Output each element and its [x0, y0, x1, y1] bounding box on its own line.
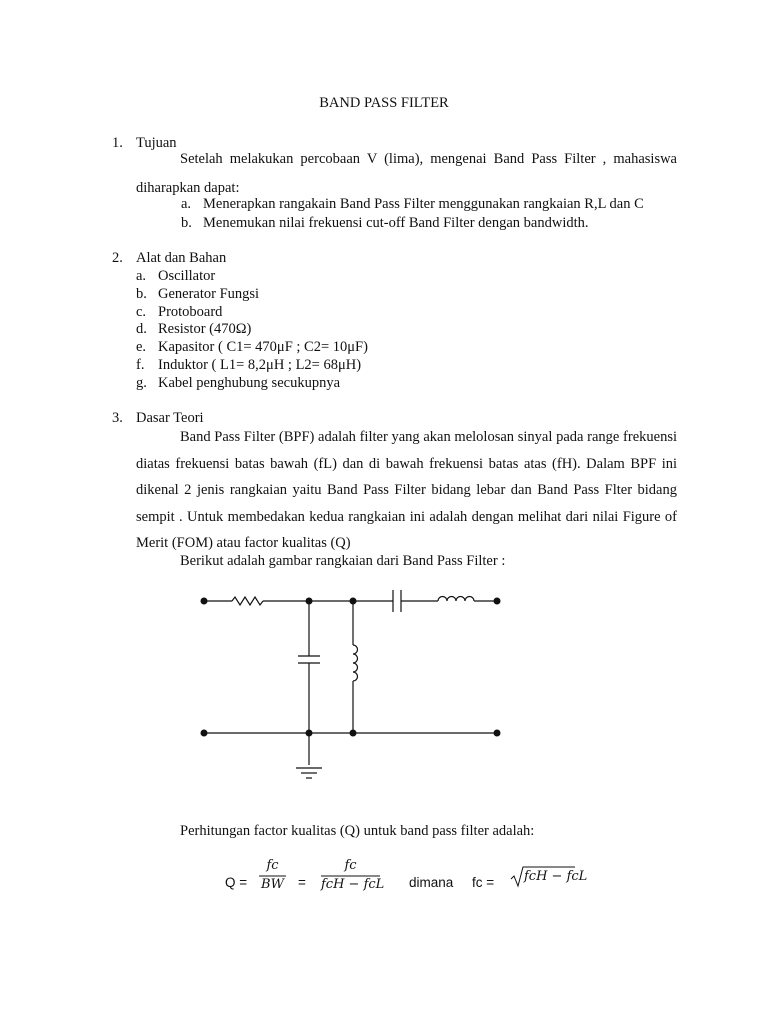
list-marker: b. — [136, 286, 147, 302]
theory-paragraph: Band Pass Filter (BPF) adalah filter yang akan melolosan sinyal pada range frekuensi diatas frekuensi batas bawah (fL) dan di bawah frekuensi batas atas (fH). Dalam BPF ini dikenal 2 jenis rangkaian yaitu Band Pass Filter bidang lebar dan Band Pass Flter bidang sempit . Untuk membedakan kedua rangkaian ini adalah dengan melihat dari nilai Figure of Merit (FOM) atau factor kualitas (Q) — [136, 429, 677, 551]
list-marker: f. — [136, 357, 145, 373]
fraction-1-denominator: BW — [261, 877, 284, 892]
list-item: Protoboard — [158, 304, 223, 320]
section-3-heading: Dasar Teori — [136, 410, 204, 426]
list-marker: d. — [136, 321, 147, 337]
page-title: BAND PASS FILTER — [319, 95, 449, 111]
list-item: Menerapkan rangakain Band Pass Filter menggunakan rangkaian R,L dan C — [203, 196, 644, 212]
calc-intro: Perhitungan factor kualitas (Q) untuk band pass filter adalah: — [180, 823, 535, 839]
fraction-2-numerator: fc — [344, 858, 357, 873]
list-item: Generator Fungsi — [158, 286, 260, 302]
list-item: Resistor (470Ω) — [158, 321, 252, 337]
formula-equals: = — [298, 875, 306, 890]
list-marker: a. — [181, 196, 192, 212]
formula-fc-label: fc = — [472, 875, 495, 890]
figure-intro: Berikut adalah gambar rangkaian dari Band Pass Filter : — [180, 553, 506, 569]
section-1-paragraph-line-1: Setelah melakukan percobaan V (lima), mengenai Band Pass Filter , mahasiswa — [180, 151, 677, 167]
list-marker: a. — [136, 268, 147, 284]
section-3-number: 3. — [112, 410, 123, 426]
section-2-heading: Alat dan Bahan — [136, 250, 227, 266]
fraction-2-denominator: fcH − fcL — [321, 877, 385, 892]
section-2-number: 2. — [112, 250, 123, 266]
list-marker: e. — [136, 339, 147, 355]
section-1-paragraph-line-2: diharapkan dapat: — [136, 180, 240, 196]
list-item: Kapasitor ( C1= 470μF ; C2= 10μF) — [158, 339, 368, 355]
formula-sqrt-body: fcH − fcL — [524, 869, 588, 884]
list-marker: g. — [136, 375, 147, 391]
list-item: Menemukan nilai frekuensi cut-off Band Filter dengan bandwidth. — [203, 215, 589, 231]
formula-dimana: dimana — [409, 875, 454, 890]
section-1-number: 1. — [112, 135, 123, 151]
fraction-1-numerator: fc — [266, 858, 279, 873]
formula-q-label: Q = — [225, 875, 248, 890]
list-marker: b. — [181, 215, 192, 231]
list-marker: c. — [136, 304, 147, 320]
list-item: Kabel penghubung secukupnya — [158, 375, 341, 391]
section-1-heading: Tujuan — [136, 135, 177, 151]
list-item: Oscillator — [158, 268, 216, 284]
list-item: Induktor ( L1= 8,2μH ; L2= 68μH) — [158, 357, 362, 373]
